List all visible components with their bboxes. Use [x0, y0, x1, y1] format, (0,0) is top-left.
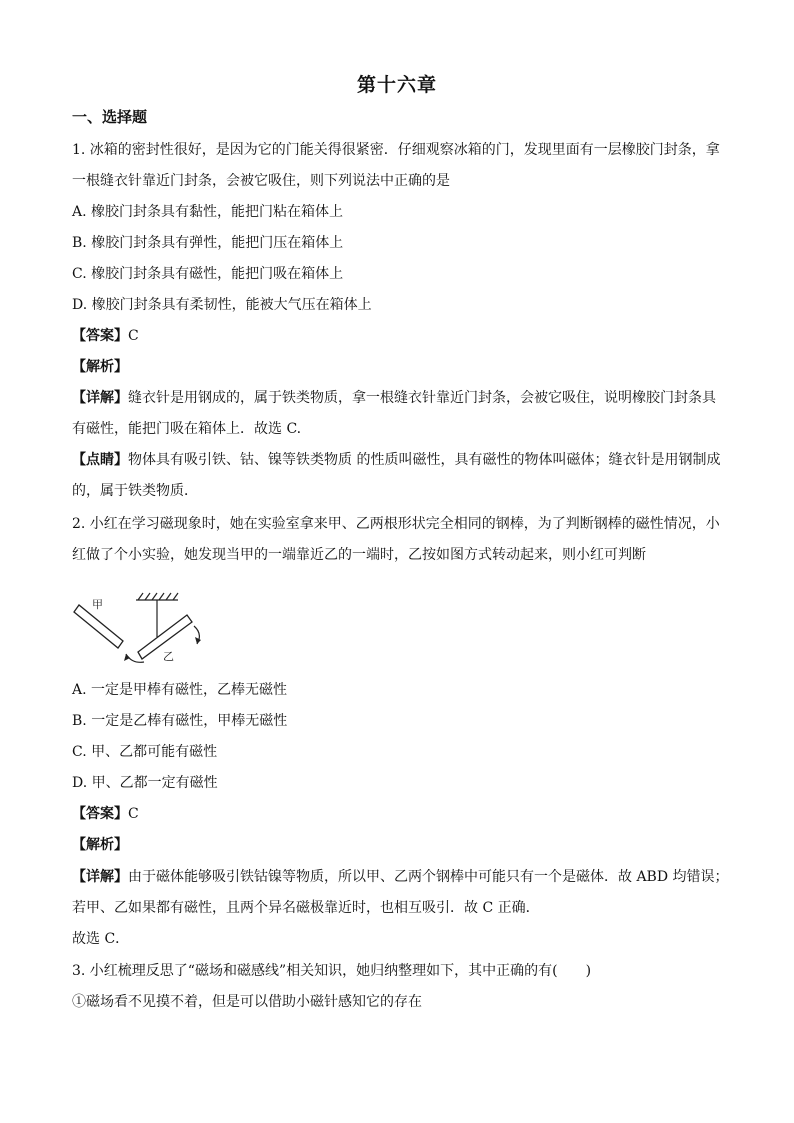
label-jia: 甲 — [92, 598, 103, 611]
q2-option-a: A. 一定是甲棒有磁性，乙棒无磁性 — [72, 682, 288, 698]
q3-stem-line-1: 3. 小红梳理反思了“磁场和磁感线”相关知识，她归纳整理如下，其中正确的有( ) — [72, 963, 592, 979]
answer-tag: 【答案】 — [72, 328, 128, 344]
q1-point-line-2: 的，属于铁类物质． — [72, 483, 198, 499]
detail-tag: 【详解】 — [72, 390, 128, 406]
detail-text: 缝衣针是用钢成的，属于铁类物质，拿一根缝衣针靠近门封条，会被它吸住，说明橡胶门封条具 — [128, 390, 716, 406]
q2-analysis-tag — [72, 835, 724, 855]
q1-answer — [72, 326, 724, 346]
section-heading: 一、选择题 — [72, 108, 148, 126]
q1-point-line-1 — [72, 450, 724, 470]
analysis-tag: 【解析】 — [72, 837, 128, 853]
arrow-head-left — [124, 654, 130, 661]
q2-stem-line-2: 红做了个小实验，她发现当甲的一端靠近乙的一端时，乙按如图方式转动起来，则小红可判断 — [72, 547, 646, 563]
q1-option-c: C. 橡胶门封条具有磁性，能把门吸在箱体上 — [72, 266, 344, 282]
ceiling-support — [136, 593, 178, 600]
q1-option-d: D. 橡胶门封条具有柔韧性，能被大气压在箱体上 — [72, 297, 372, 313]
arrow-head-right — [195, 637, 201, 644]
q1-analysis-tag — [72, 357, 724, 377]
detail-text: 由于磁体能够吸引铁钴镍等物质，所以甲、乙两个钢棒中可能只有一个是磁体．故 ABD 均错误； — [128, 869, 729, 885]
q3-item-1: ①磁场看不见摸不着，但是可以借助小磁针感知它的存在 — [72, 994, 422, 1010]
q2-answer — [72, 804, 724, 824]
q2-stem-line-1: 2. 小红在学习磁现象时，她在实验室拿来甲、乙两根形状完全相同的钢棒，为了判断钢棒的磁性情况，小 — [72, 516, 720, 532]
page-title: 第十六章 — [356, 74, 437, 96]
detail-tag: 【详解】 — [72, 869, 128, 885]
answer-value: C — [128, 806, 139, 822]
q2-option-b: B. 一定是乙棒有磁性，甲棒无磁性 — [72, 713, 288, 729]
q2-detail-line-2: 若甲、乙如果都有磁性，且两个异名磁极靠近时，也相互吸引．故 C 正确． — [72, 900, 540, 916]
magnet-rods-figure — [66, 582, 216, 667]
q1-stem-line-1: 1. 冰箱的密封性很好，是因为它的门能关得很紧密．仔细观察冰箱的门，发现里面有一层橡胶门封条，拿 — [72, 142, 720, 158]
label-yi: 乙 — [163, 650, 174, 663]
q1-option-a: A. 橡胶门封条具有黏性，能把门粘在箱体上 — [72, 204, 344, 220]
answer-value: C — [128, 328, 139, 344]
answer-tag: 【答案】 — [72, 806, 128, 822]
q1-detail-line-2: 有磁性，能把门吸在箱体上．故选 C. — [72, 421, 302, 437]
q1-stem-line-2: 一根缝衣针靠近门封条，会被它吸住，则下列说法中正确的是 — [72, 173, 450, 189]
q2-option-d: D. 甲、乙都一定有磁性 — [72, 775, 218, 791]
q1-detail-line-1 — [72, 388, 724, 408]
rod-jia — [74, 605, 123, 648]
analysis-tag: 【解析】 — [72, 359, 128, 375]
q2-option-c: C. 甲、乙都可能有磁性 — [72, 744, 218, 760]
point-text: 物体具有吸引铁、钴、镍等铁类物质 的性质叫磁性，具有磁性的物体叫磁体；缝衣针是用钢制成 — [128, 452, 721, 468]
point-tag: 【点睛】 — [72, 452, 128, 468]
q2-detail-line-1 — [72, 867, 729, 887]
q1-option-b: B. 橡胶门封条具有弹性，能把门压在箱体上 — [72, 235, 344, 251]
q2-detail-line-3: 故选 C． — [72, 931, 130, 947]
